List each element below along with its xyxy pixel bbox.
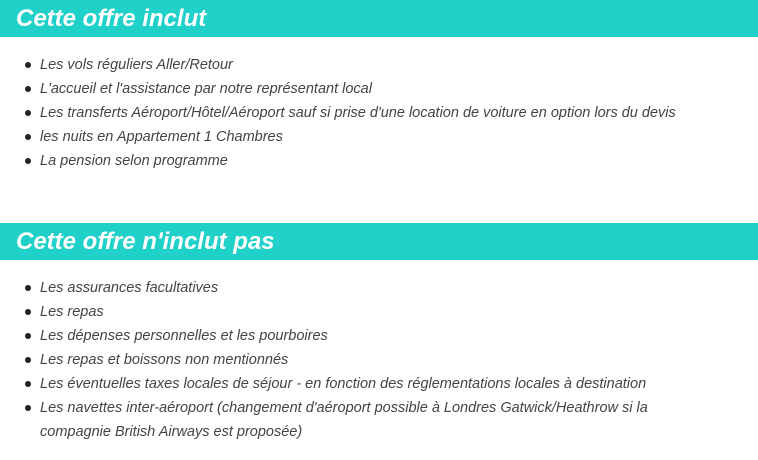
bullet-icon xyxy=(25,333,31,339)
bullet-icon xyxy=(25,110,31,116)
list-item-text: Les éventuelles taxes locales de séjour - en fonction des réglementations locales à destination xyxy=(40,376,647,392)
excluded-section-title: Cette offre n'inclut pas xyxy=(0,223,758,260)
list-item-text: Les assurances facultatives xyxy=(40,280,219,296)
list-item-text: Les transferts Aéroport/Hôtel/Aéroport sauf si prise d'une location de voiture en option lors du devis xyxy=(40,105,676,121)
bullet-icon xyxy=(25,357,31,363)
list-item xyxy=(0,300,740,324)
list-item xyxy=(0,324,740,348)
list-item-text: Les vols réguliers Aller/Retour xyxy=(40,57,233,73)
list-item-text: L'accueil et l'assistance par notre représentant local xyxy=(40,81,372,97)
list-item xyxy=(0,77,740,101)
bullet-icon xyxy=(25,405,31,411)
bullet-icon xyxy=(25,86,31,92)
list-item-text: les nuits en Appartement 1 Chambres xyxy=(40,129,283,145)
list-item-text: Les repas et boissons non mentionnés xyxy=(40,352,289,368)
list-item xyxy=(0,149,740,173)
list-item-text: Les repas xyxy=(40,304,104,320)
included-section-title: Cette offre inclut xyxy=(0,0,758,37)
included-list xyxy=(0,53,740,173)
excluded-list xyxy=(0,276,740,444)
list-item xyxy=(0,372,740,396)
list-item xyxy=(0,396,740,444)
bullet-icon xyxy=(25,62,31,68)
list-item xyxy=(0,276,740,300)
list-item xyxy=(0,348,740,372)
list-item-text: Les navettes inter-aéroport (changement d'aéroport possible à Londres Gatwick/Heathrow si la compagnie British Airways est proposée) xyxy=(40,400,648,440)
bullet-icon xyxy=(25,381,31,387)
list-item-text: Les dépenses personnelles et les pourboires xyxy=(40,328,328,344)
bullet-icon xyxy=(25,309,31,315)
list-item xyxy=(0,125,740,149)
list-item-text: La pension selon programme xyxy=(40,153,228,169)
list-item xyxy=(0,101,740,125)
bullet-icon xyxy=(25,158,31,164)
bullet-icon xyxy=(25,134,31,140)
list-item xyxy=(0,53,740,77)
bullet-icon xyxy=(25,285,31,291)
